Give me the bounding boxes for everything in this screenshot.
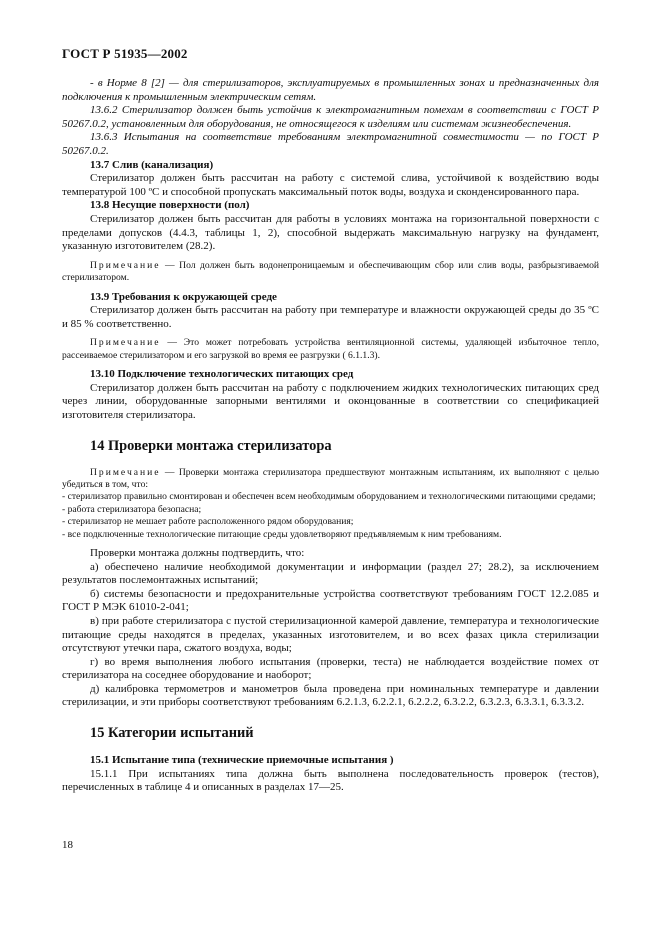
heading-13-7: 13.7 Слив (канализация) (90, 158, 214, 171)
paragraph-13-9: Стерилизатор должен быть рассчитан на работу при температуре и влажности окружающей среды до 35 ºС и 85 % соответственно. (62, 304, 599, 330)
note-14-item: - стерилизатор не мешает работе расположенного рядом оборудования; (62, 516, 354, 528)
list-item-a: а) обеспечено наличие необходимой документации и информации (раздел 27; 28.2), за исключением результатов послемонтажных испытаний; (62, 560, 599, 587)
heading-13-9: 13.9 Требования к окружающей среде (90, 290, 277, 303)
paragraph-13-6-3: 13.6.3 Испытания на соответствие требованиям электромагнитной совместимости — по ГОСТ Р 50267.0.2. (62, 131, 599, 157)
note-label: Примечание (90, 259, 161, 271)
paragraph-13-7: Стерилизатор должен быть рассчитан на работу с системой слива, устойчивой к воздействию воды температурой 100 ºС и способной пропускать максимальный поток воды, воздуха и сконденсированного пара. (62, 172, 599, 198)
standard-header: ГОСТ Р 51935—2002 (62, 46, 188, 61)
note-text: — Пол должен быть водонепроницаемым и обеспечивающим сбор или слив воды, разбрызгиваемой стерилизатором. (62, 259, 599, 284)
paragraph-13-6-2: 13.6.2 Стерилизатор должен быть устойчив к электромагнитным помехам в соответствии с ГОСТ Р 50267.0.2, установленным для оборудования, не относящегося к изделиям или системам жизнеобеспечения. (62, 104, 599, 130)
note-14-item: - все подключенные технологические питающие среды удовлетворяют предъявляемым к ним требованиям. (62, 528, 502, 540)
paragraph-14-intro: Проверки монтажа должны подтвердить, что: (90, 546, 305, 559)
heading-15-1: 15.1 Испытание типа (технические приемочные испытания ) (90, 754, 394, 767)
list-item-v: в) при работе стерилизатора с пустой стерилизационной камерой давление, температура и технологические питающие среды находятся в пределах, указанных изготовителем, и во всех фазах цикла стерилизации отсутствуют утечки пара, сжатого воздуха, воды; (62, 614, 599, 655)
list-item-d: д) калибровка термометров и манометров была проведена при номинальных температуре и давлении стерилизации, и эти приборы соответствуют требованиям 6.2.1.3, 6.2.2.1, 6.2.2.2, 6.3.2.2, 6.3.2.3, 6.3.3.1, 6.3.3.2. (62, 682, 599, 709)
note-text: — Проверки монтажа стерилизатора предшествуют монтажным испытаниям, их выполняют с целью убедиться в том, что: (62, 466, 599, 490)
list-item-g: г) во время выполнения любого испытания (проверки, теста) не наблюдается воздействие помех от стерилизатора на соседнее оборудование и наоборот; (62, 655, 599, 682)
list-item-b: б) системы безопасности и предохранительные устройства соответствуют требованиям ГОСТ 12.2.085 и ГОСТ Р МЭК 61010-2-041; (62, 587, 599, 614)
note-14-item: - работа стерилизатора безопасна; (62, 503, 202, 515)
paragraph-norm8: - в Норме 8 [2] — для стерилизаторов, эксплуатируемых в промышленных зонах и предназначенных для подключения к промышленным электрическим сетям. (62, 77, 599, 103)
note-text: — Это может потребовать устройства вентиляционной системы, удаляющей избыточное тепло, рассеиваемое стерилизатором и его загрузкой во время ее разгрузки ( 6.1.1.3). (62, 337, 599, 361)
heading-13-10: 13.10 Подключение технологических питающих сред (90, 368, 354, 381)
paragraph-13-8: Стерилизатор должен быть рассчитан для работы в условиях монтажа на горизонтальной поверхности с пределами допусков (4.4.3, таблицы 1, 2), способной выдержать максимальную нагрузку на фундамент, указанную изготовителем (28.2). (62, 212, 599, 253)
note-13-9 (62, 337, 599, 362)
note-14-item: - стерилизатор правильно смонтирован и обеспечен всем необходимым оборудованием и технологическими питающими средами; (62, 491, 596, 503)
paragraph-15-1-1: 15.1.1 При испытаниях типа должна быть выполнена последовательность проверок (тестов), перечисленных в таблице 4 и описанных в разделах 17—25. (62, 767, 599, 794)
heading-13-8: 13.8 Несущие поверхности (пол) (90, 199, 250, 212)
page-body (62, 77, 599, 795)
note-13-8 (62, 260, 599, 285)
note-label: Примечание (90, 466, 161, 478)
note-14 (62, 467, 599, 492)
paragraph-13-10: Стерилизатор должен быть рассчитан на работу с подключением жидких технологических питающих сред через линии, оборудованные запорными вентилями и оконцованные в соответствии со спецификацией изготовителя стерилизатора. (62, 381, 599, 421)
note-label: Примечание (90, 337, 161, 349)
page-number: 18 (62, 839, 73, 851)
section-15-heading: 15 Категории испытаний (90, 725, 254, 742)
section-14-heading: 14 Проверки монтажа стерилизатора (90, 437, 332, 454)
